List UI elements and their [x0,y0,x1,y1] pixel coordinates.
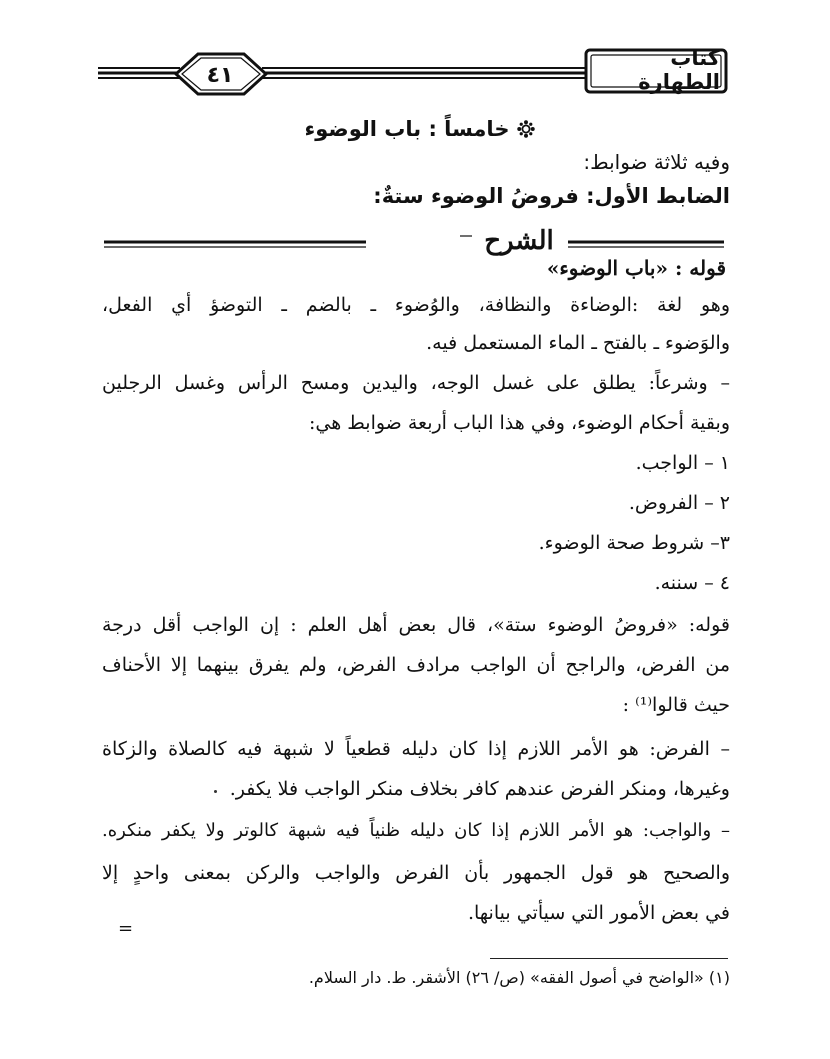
sharh-heading: الشرح [484,226,554,256]
footnote-rule [490,958,728,959]
sahih-line-2: في بعض الأمور التي سيأتي بيانها. [467,902,730,924]
lugha-line-1: وهو لغة :الوضاءة والنظافة، والوُضوء ـ بالضم ـ التوضؤ أي الفعل، [102,294,730,316]
shar-line-2: وبقية أحكام الوضوء، وفي هذا الباب أربعة ضوابط هي: [308,412,730,434]
book-title: كتاب الطهارة [638,46,720,94]
wajib-line: – والواجب: هو الأمر اللازم إذا كان دليله ظنياً فيه شبهة كالوتر ولا يكفر منكره. [102,820,730,841]
fard-line-1: – الفرض: هو الأمر اللازم إذا كان دليله قطعياً لا شبهة فيه كالصلاة والزكاة [102,738,730,760]
shar-line-1: – وشرعاً: يطلق على غسل الوجه، واليدين ومسح الرأس وغسل الرجلين [102,372,730,394]
continuation-mark: = [118,918,134,939]
list-item: ٢ – الفروض. [628,492,730,514]
footnote: (١) «الواضح في أصول الفقه» (ص/ ٢٦) الأشقر. ط. دار السلام. [308,968,730,987]
print-speck [214,790,217,793]
rule-heading: الضابط الأول: فروضُ الوضوء ستةٌ: [373,184,730,208]
qawluh-bab-alwudu: قوله : «باب الوضوء» [546,256,726,280]
list-item: ٣– شروط صحة الوضوء. [538,532,730,554]
section-title [290,112,550,146]
running-header [98,40,730,112]
qawluh-furud-line-2: من الفرض، والراجح أن الواجب مرادف الفرض، ولم يفرق بينهما إلا الأحناف [102,654,730,676]
fard-line-2: وغيرها، ومنكر الفرض عندهم كافر بخلاف منكر الواجب فلا يكفر. [229,778,730,800]
page-number: ٤١ [206,62,234,88]
flower-ornament-icon [517,120,535,138]
qawluh-furud-line-3: حيث قالوا⁽¹⁾ : [622,694,730,716]
section-title-text: خامساً : باب الوضوء [304,117,510,141]
sahih-line-1: والصحيح هو قول الجمهور بأن الفرض والواجب والركن بمعنى واحدٍ إلا [102,862,730,884]
list-item: ١ – الواجب. [635,452,730,474]
list-item: ٤ – سننه. [654,572,730,594]
lugha-line-2: والوَضوء ـ بالفتح ـ الماء المستعمل فيه. [426,332,730,354]
qawluh-furud-line-1: قوله: «فروضُ الوضوء ستة»، قال بعض أهل العلم : إن الواجب أقل درجة [102,614,730,636]
intro-line: وفيه ثلاثة ضوابط: [583,150,730,174]
